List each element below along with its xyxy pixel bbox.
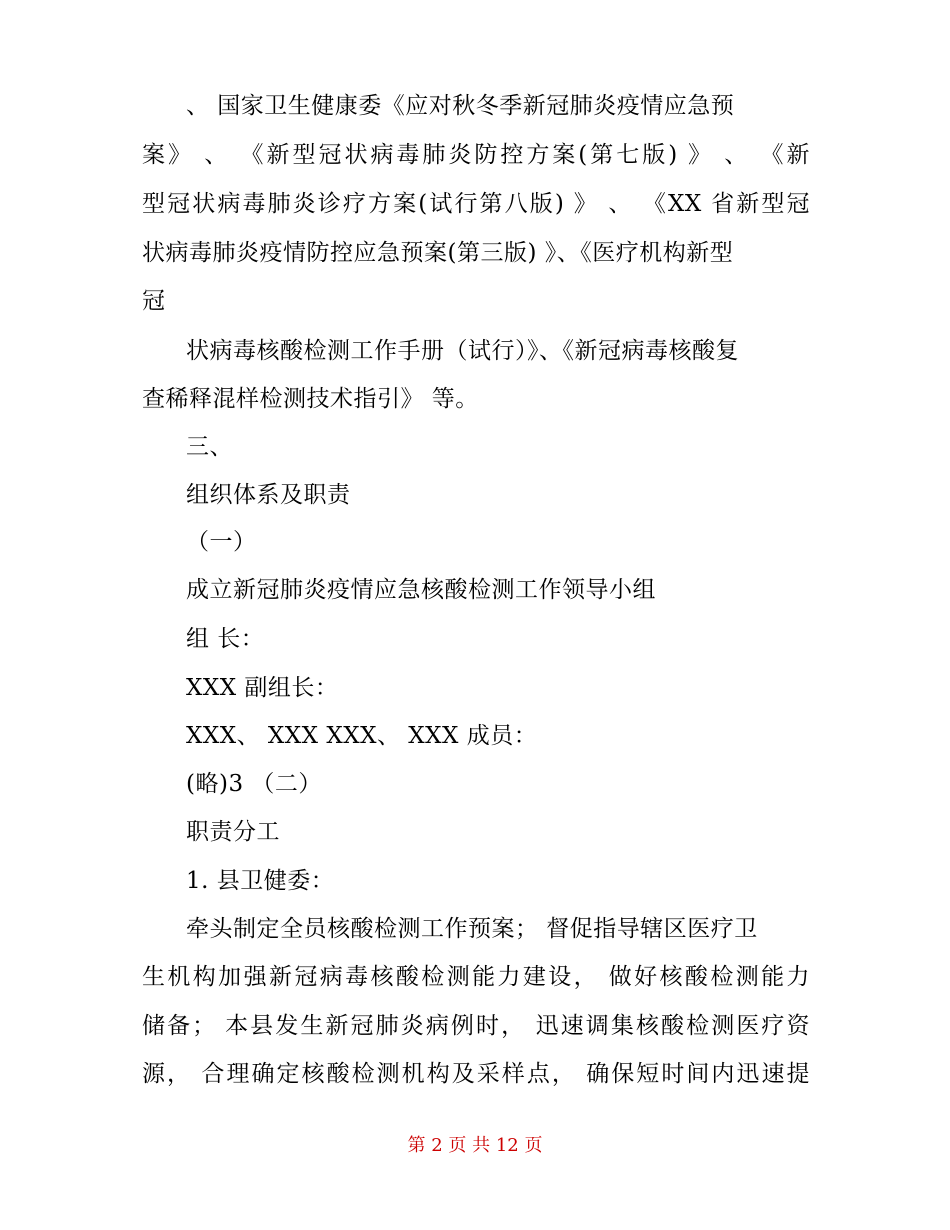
text-line: 查稀释混样检测技术指引》 等。 xyxy=(142,386,479,412)
text-line: 源， 合理确定核酸检测机构及采样点， 确保短时间内迅速提 xyxy=(142,1061,810,1087)
text-line: 生机构加强新冠病毒核酸检测能力建设， 做好核酸检测能力 xyxy=(142,964,810,990)
text-line: 、 国家卫生健康委《应对秋冬季新冠肺炎疫情应急预 xyxy=(186,93,735,119)
text-line: 状病毒核酸检测工作手册（试行）》、《新冠病毒核酸复 xyxy=(186,338,739,364)
list-item: 1. 县卫健委： xyxy=(186,868,335,894)
text-line: 型冠状病毒肺炎诊疗方案(试行第八版) 》 、 《XX 省新型冠 xyxy=(142,191,810,217)
subsection-title: 成立新冠肺炎疫情应急核酸检测工作领导小组 xyxy=(186,577,656,603)
text-line: 状病毒肺炎疫情防控应急预案(第三版) 》、《医疗机构新型 xyxy=(142,240,734,266)
text-line: 组 长： xyxy=(186,626,265,652)
text-line: XXX、 XXX XXX、 XXX 成员： xyxy=(186,723,538,749)
subsection-title: 职责分工 xyxy=(186,819,280,845)
text-line: 案》 、 《新型冠状病毒肺炎防控方案(第七版) 》 、 《新 xyxy=(142,142,810,168)
section-title: 组织体系及职责 xyxy=(186,482,351,508)
text-line: 冠 xyxy=(142,288,166,314)
subsection-number: （一） xyxy=(186,529,257,555)
section-heading: 三、 xyxy=(186,434,233,460)
text-line: XXX 副组长： xyxy=(186,675,339,701)
text-line: 牵头制定全员核酸检测工作预案； 督促指导辖区医疗卫 xyxy=(186,916,758,942)
page-footer: 第 2 页 共 12 页 xyxy=(407,1135,543,1156)
text-line: (略)3 （二） xyxy=(186,771,322,797)
text-line: 储备； 本县发生新冠肺炎病例时， 迅速调集核酸检测医疗资 xyxy=(142,1013,810,1039)
